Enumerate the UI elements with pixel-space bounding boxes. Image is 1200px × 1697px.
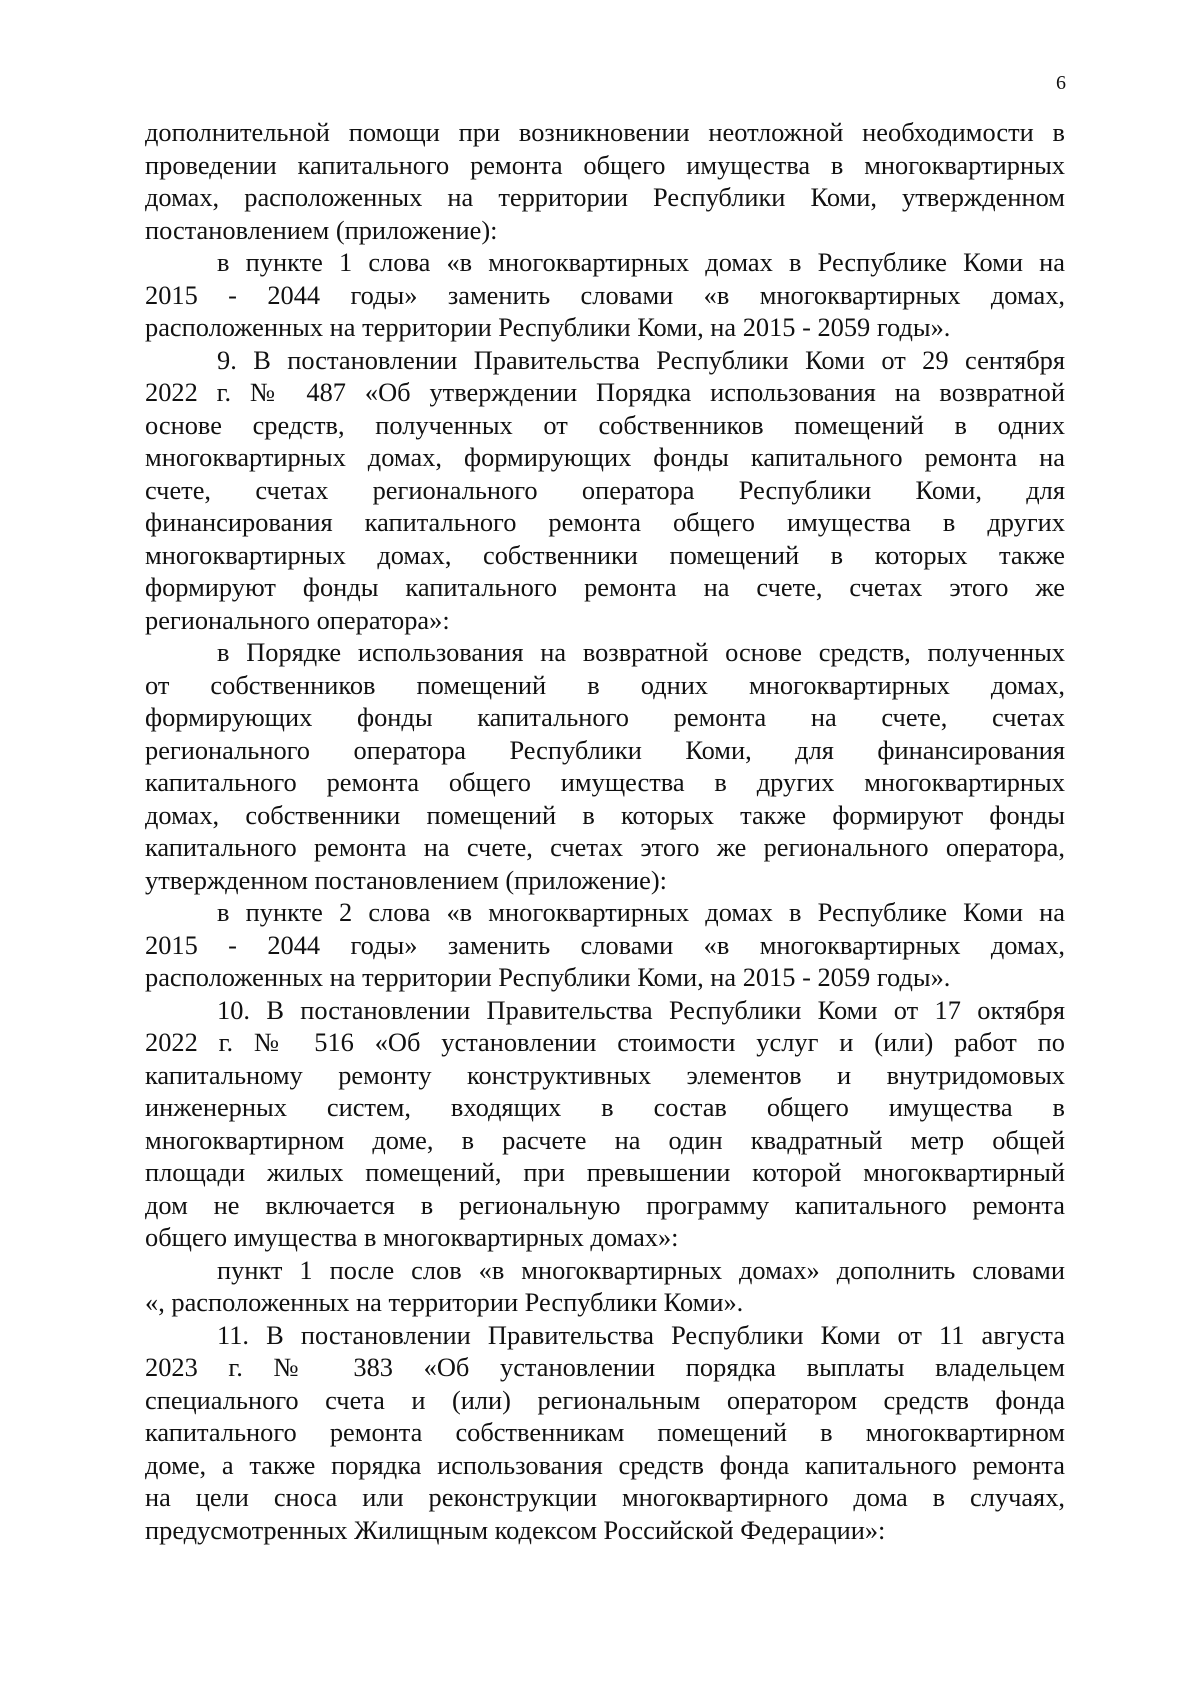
text-line: 2023 г. № 383 «Об установлении порядка выплаты владельцем xyxy=(145,1352,1065,1382)
text-line: многоквартирных домах, формирующих фонды капитального ремонта на xyxy=(145,442,1065,472)
document-body xyxy=(145,116,1065,1546)
text-line: в Порядке использования на возвратной основе средств, полученных xyxy=(217,637,1065,667)
text-line: домах, собственники помещений в которых также формируют фонды xyxy=(145,799,1065,830)
text-line: 2015 - 2044 годы» заменить словами «в многоквартирных домах, xyxy=(145,279,1065,310)
paragraph xyxy=(145,246,1065,344)
text-line: многоквартирном доме, в расчете на один квадратный метр общей xyxy=(145,1124,1065,1155)
text-line: общего имущества в многоквартирных домах»: xyxy=(145,1222,679,1252)
text-line: капитальному ремонту конструктивных элементов и внутридомовых xyxy=(145,1059,1065,1090)
text-line: 9. В постановлении Правительства Республики Коми от 29 сентября xyxy=(217,344,1065,375)
text-line: утвержденном постановлением (приложение): xyxy=(145,864,668,895)
page-number: 6 xyxy=(1056,72,1066,94)
text-line: регионального оператора Республики Коми, для финансирования xyxy=(145,734,1065,765)
text-line: капитального ремонта на счете, счетах этого же регионального оператора, xyxy=(145,832,1065,862)
paragraph xyxy=(145,344,1065,637)
text-line: финансирования капитального ремонта общего имущества в других xyxy=(145,507,1065,537)
text-line: специального счета и (или) региональным оператором средств фонда xyxy=(145,1384,1065,1415)
text-line: расположенных на территории Республики Коми, на 2015 - 2059 годы». xyxy=(145,962,951,992)
text-line: в пункте 2 слова «в многоквартирных домах в Республике Коми на xyxy=(217,897,1065,927)
paragraph xyxy=(145,994,1065,1254)
text-line: регионального оператора»: xyxy=(145,604,450,635)
text-line: «, расположенных на территории Республики Коми». xyxy=(145,1287,744,1317)
text-line: счете, счетах регионального оператора Республики Коми, для xyxy=(145,474,1065,505)
text-line: многоквартирных домах, собственники помещений в которых также xyxy=(145,539,1065,570)
text-line: 2022 г. № 516 «Об установлении стоимости услуг и (или) работ по xyxy=(145,1027,1065,1057)
text-line: расположенных на территории Республики Коми, на 2015 - 2059 годы». xyxy=(145,312,951,342)
text-line: на цели сноса или реконструкции многоквартирного дома в случаях, xyxy=(145,1482,1065,1512)
text-line: 10. В постановлении Правительства Республики Коми от 17 октября xyxy=(217,994,1065,1025)
paragraph xyxy=(145,116,1065,246)
text-line: формирующих фонды капитального ремонта на счете, счетах xyxy=(145,702,1065,732)
text-line: площади жилых помещений, при превышении которой многоквартирный xyxy=(145,1157,1065,1187)
text-line: проведении капитального ремонта общего имущества в многоквартирных xyxy=(145,149,1065,180)
text-line: 2015 - 2044 годы» заменить словами «в многоквартирных домах, xyxy=(145,929,1065,960)
text-line: домах, расположенных на территории Республики Коми, утвержденном xyxy=(145,182,1065,212)
text-line: формируют фонды капитального ремонта на счете, счетах этого же xyxy=(145,572,1065,602)
text-line: основе средств, полученных от собственников помещений в одних xyxy=(145,409,1065,440)
paragraph xyxy=(145,896,1065,994)
text-line: пункт 1 после слов «в многоквартирных домах» дополнить словами xyxy=(217,1254,1065,1285)
text-line: капитального ремонта общего имущества в других многоквартирных xyxy=(145,767,1065,797)
text-line: от собственников помещений в одних многоквартирных домах, xyxy=(145,669,1065,700)
text-line: дом не включается в региональную программу капитального ремонта xyxy=(145,1189,1065,1220)
text-line: дополнительной помощи при возникновении неотложной необходимости в xyxy=(145,117,1065,147)
text-line: инженерных систем, входящих в состав общего имущества в xyxy=(145,1092,1065,1122)
paragraph xyxy=(145,1254,1065,1319)
text-line: 2022 г. № 487 «Об утверждении Порядка использования на возвратной xyxy=(145,377,1065,407)
paragraph xyxy=(145,636,1065,896)
text-line: в пункте 1 слова «в многоквартирных домах в Республике Коми на xyxy=(217,247,1065,277)
text-line: предусмотренных Жилищным кодексом Российской Федерации»: xyxy=(145,1514,886,1545)
text-line: 11. В постановлении Правительства Республики Коми от 11 августа xyxy=(217,1319,1065,1350)
text-line: доме, а также порядка использования средств фонда капитального ремонта xyxy=(145,1449,1065,1480)
paragraph xyxy=(145,1319,1065,1547)
text-line: постановлением (приложение): xyxy=(145,214,498,245)
text-line: капитального ремонта собственникам помещений в многоквартирном xyxy=(145,1417,1065,1447)
